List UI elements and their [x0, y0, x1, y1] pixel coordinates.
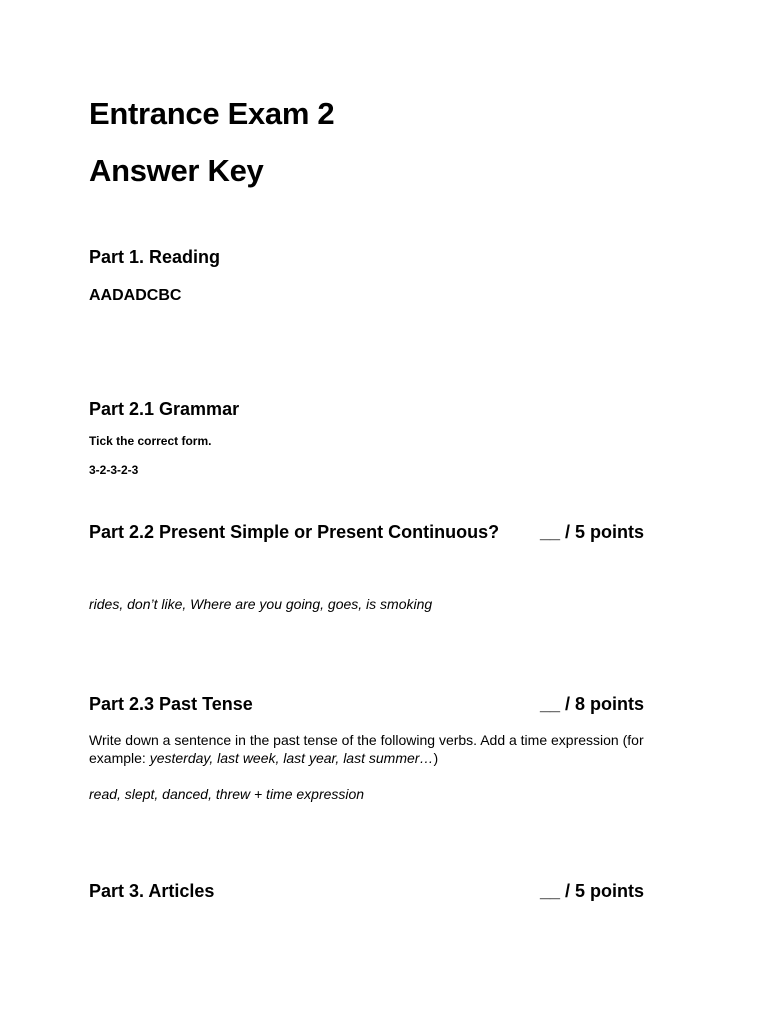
document-subtitle: Answer Key	[89, 153, 264, 188]
part3-heading: Part 3. Articles	[89, 881, 215, 901]
part2-3-instruction	[89, 731, 649, 767]
part2-3-instruction-examples: yesterday, last week, last year, last summer…	[149, 750, 434, 766]
part2-2-answers: rides, don’t like, Where are you going, goes, is smoking	[89, 596, 433, 612]
document-title: Entrance Exam 2	[89, 96, 335, 131]
part2-2-heading: Part 2.2 Present Simple or Present Continuous?	[89, 522, 500, 542]
part2-3-answers: read, slept, danced, threw + time expression	[89, 786, 365, 802]
part2-3-instruction-prefix: Write down a sentence in the past tense of the following verbs. Add a time expression (for example:	[89, 732, 644, 766]
part2-1-answers: 3-2-3-2-3	[89, 463, 139, 477]
part2-3-heading: Part 2.3 Past Tense	[89, 694, 253, 714]
part2-3-points: __ / 8 points	[540, 694, 645, 714]
part2-2-points: __ / 5 points	[540, 522, 645, 542]
part2-3-instruction-suffix: )	[433, 750, 439, 766]
part2-1-heading: Part 2.1 Grammar	[89, 399, 240, 419]
part1-heading: Part 1. Reading	[89, 247, 221, 267]
part2-1-instruction: Tick the correct form.	[89, 434, 212, 448]
part1-answers: AADADCBC	[89, 287, 182, 304]
part3-points: __ / 5 points	[540, 881, 645, 901]
